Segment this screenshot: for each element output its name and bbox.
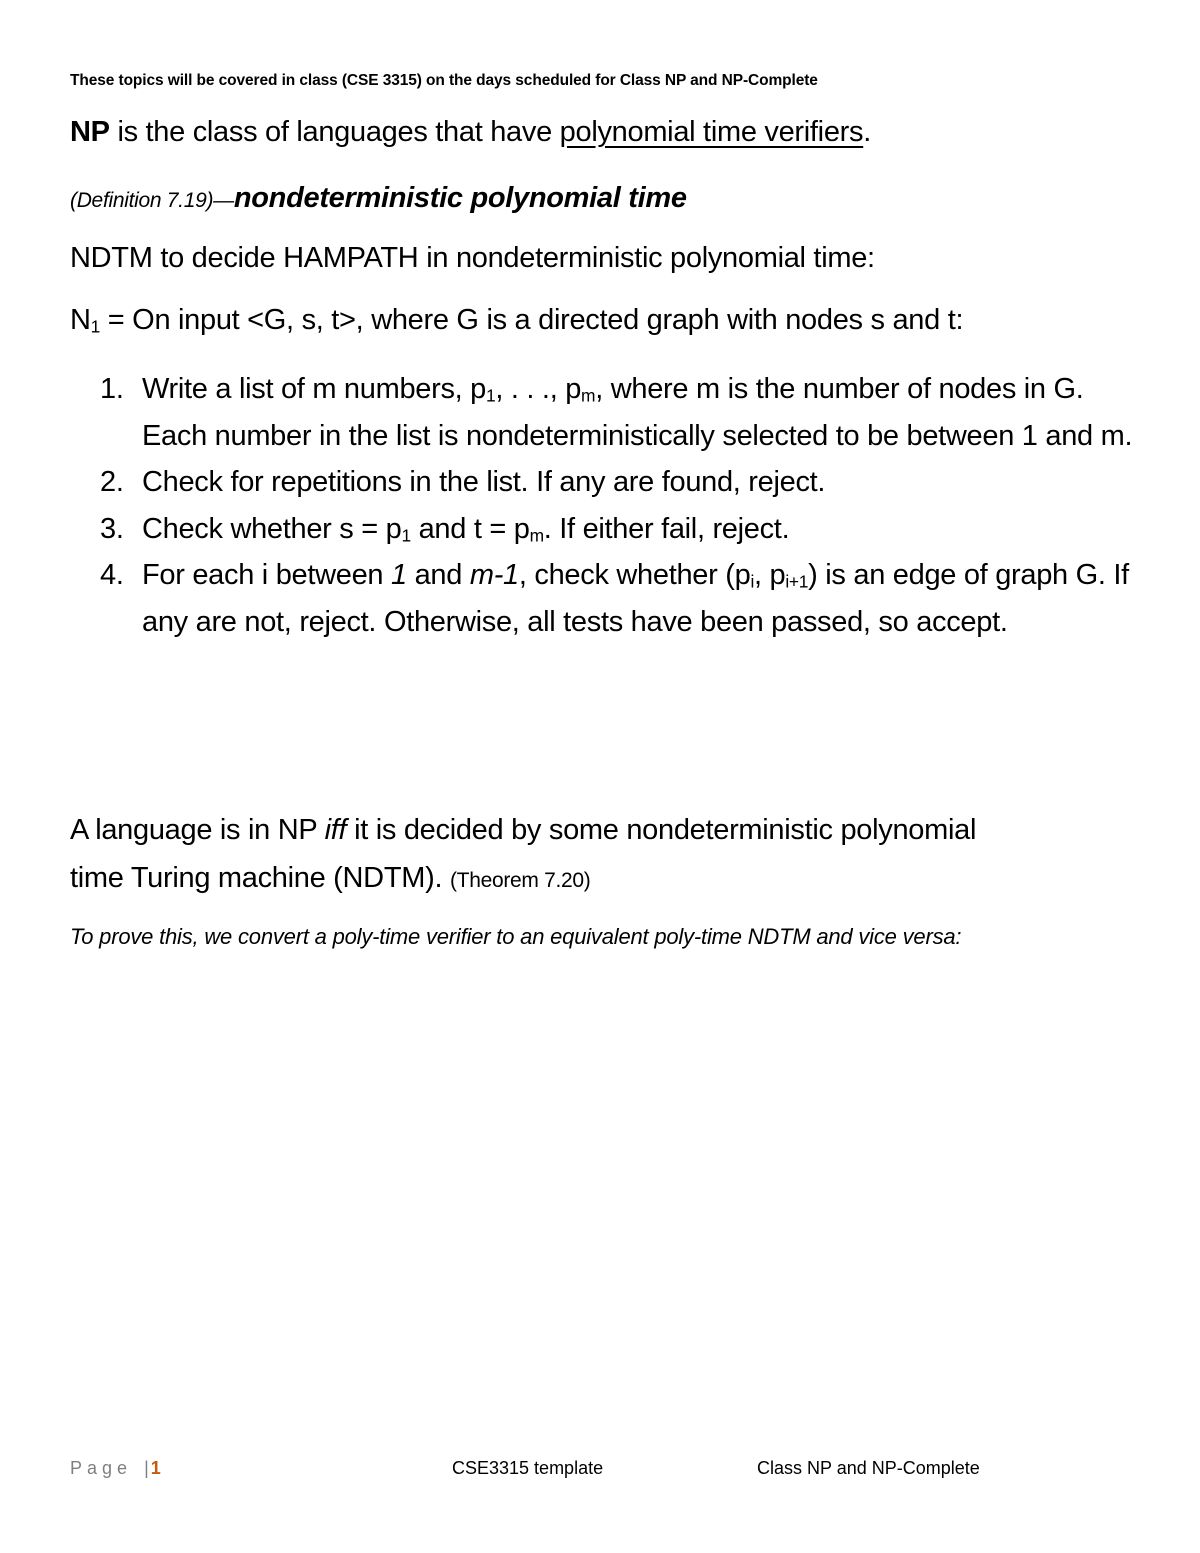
step-subscript: m: [581, 385, 596, 406]
algorithm-steps: [100, 366, 1150, 645]
step-italic: m-1: [469, 559, 519, 591]
step-text: For each i between: [142, 559, 391, 591]
step-text: Check whether s = p: [142, 512, 402, 545]
footer-divider: |: [144, 1458, 149, 1478]
definition-line: [70, 182, 687, 215]
theorem-iff: iff: [324, 814, 347, 846]
footer-page-label: Page: [70, 1458, 133, 1478]
step-number: 4.: [100, 559, 124, 591]
ndtm-heading: NDTM to decide HAMPATH in nondeterministic polynomial time:: [70, 242, 875, 274]
step-text: and: [406, 559, 470, 591]
footer-page-number: 1: [150, 1458, 161, 1478]
np-term: NP: [70, 116, 110, 148]
theorem-text: time Turing machine (NDTM).: [70, 862, 450, 894]
machine-definition-line: [70, 304, 963, 337]
theorem-line-2: [70, 862, 591, 895]
step-subscript: m: [529, 524, 544, 545]
step-text: . If either fail, reject.: [543, 512, 790, 545]
algorithm-step: [100, 506, 1150, 553]
algorithm-step: [100, 366, 1150, 459]
step-text: ) is an edge of graph G. If any are not, reject. Otherwise, all tests have been passed, so accept.: [142, 559, 1129, 638]
proof-note: To prove this, we convert a poly-time verifier to an equivalent poly-time NDTM and vice versa:: [70, 924, 962, 949]
footer-template-name: CSE3315 template: [452, 1458, 604, 1478]
step-text: , check whether (p: [518, 559, 751, 591]
theorem-text: A language is in NP: [70, 814, 325, 846]
page-header: These topics will be covered in class (CSE 3315) on the days scheduled for Class NP and NP-Complete: [70, 72, 818, 89]
machine-name: N: [70, 304, 91, 336]
step-number: 3.: [100, 512, 124, 545]
definition-reference: (Definition 7.19)—: [70, 189, 234, 212]
step-subscript: i: [750, 571, 755, 592]
definition-term: nondeterministic polynomial time: [233, 182, 687, 214]
step-text: , . . ., p: [495, 373, 582, 405]
theorem-reference: (Theorem 7.20): [449, 869, 591, 892]
algorithm-step: [100, 552, 1150, 645]
step-subscript: 1: [401, 524, 411, 545]
footer-page-indicator: [70, 1458, 161, 1479]
np-definition-text: is the class of languages that have: [109, 116, 560, 148]
algorithm-step: [100, 459, 1150, 506]
theorem-line-1: [70, 814, 976, 847]
step-text: Write a list of m numbers, p: [142, 373, 487, 405]
step-text: , where m is the number of nodes in G. Each number in the list is nondeterministically selected to be between 1 and m.: [142, 373, 1133, 452]
machine-input-text: = On input <G, s, t>, where G is a directed graph with nodes s and t:: [100, 304, 964, 336]
theorem-text: it is decided by some nondeterministic polynomial: [346, 814, 977, 846]
np-period: .: [863, 116, 871, 148]
np-definition-line: [70, 116, 871, 149]
footer-topic: Class NP and NP-Complete: [757, 1458, 980, 1478]
step-text: Check for repetitions in the list. If any are found, reject.: [142, 466, 826, 498]
step-italic: 1: [391, 559, 407, 591]
step-text: , p: [754, 559, 786, 591]
step-number: 2.: [100, 466, 124, 498]
step-number: 1.: [100, 373, 124, 405]
step-text: and t = p: [410, 512, 530, 545]
step-subscript: 1: [486, 385, 496, 406]
step-subscript: i+1: [785, 571, 809, 592]
machine-name-subscript: 1: [90, 316, 101, 337]
np-underlined-phrase: polynomial time verifiers: [559, 116, 864, 148]
